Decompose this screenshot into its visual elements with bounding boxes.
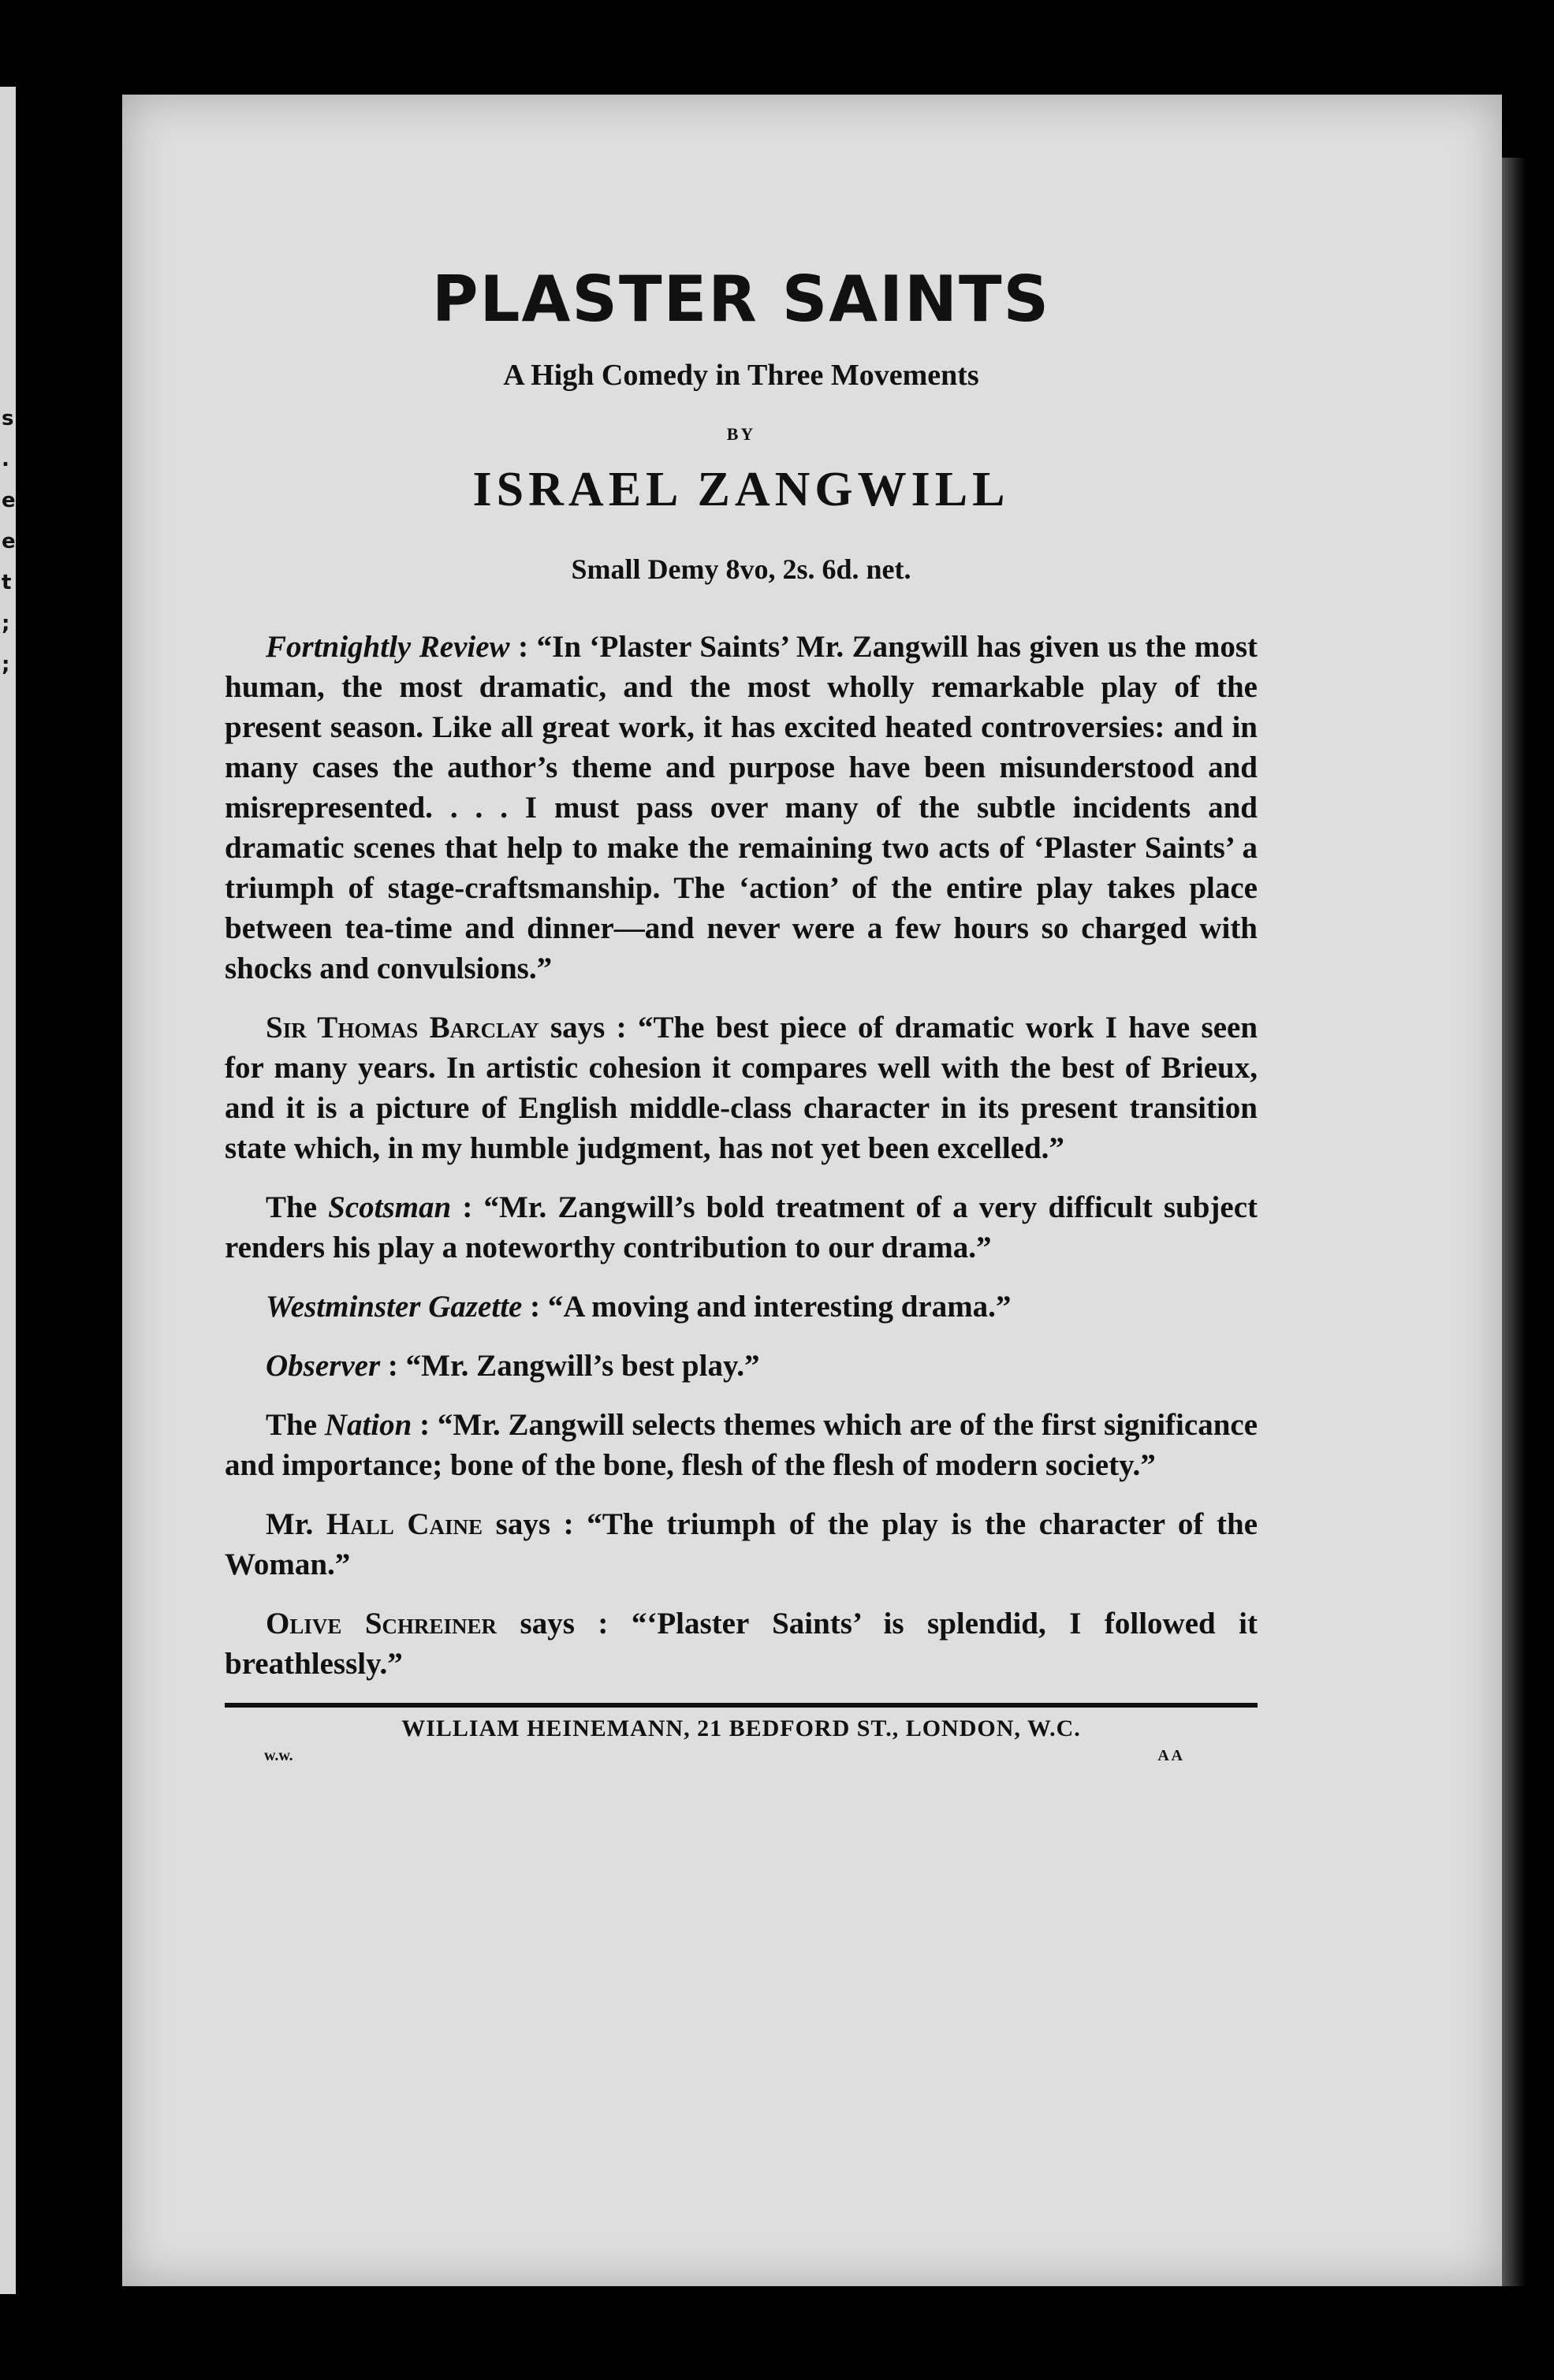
advertisement-content — [225, 263, 1258, 1774]
adjacent-page-glyphs: s . e e t ; ; — [2, 407, 16, 676]
review-source: Olive Schreiner — [266, 1607, 498, 1641]
review-source: Fortnightly Review — [266, 630, 510, 664]
page-edge-shadow — [1502, 158, 1526, 2286]
review-text: “A moving and interesting drama.” — [547, 1290, 1012, 1324]
review-source: Nation — [324, 1408, 412, 1442]
review-separator: says : — [538, 1011, 638, 1045]
review-separator: : — [380, 1349, 406, 1383]
review-prefix: The — [266, 1408, 325, 1442]
review-hall-caine — [225, 1504, 1258, 1585]
publisher-imprint: WILLIAM HEINEMANN, 21 BEDFORD ST., LONDON, W.C. — [401, 1715, 1081, 1741]
review-text: “‘Plaster Saints’ is splendid, I followed it breathlessly.” — [225, 1607, 1258, 1681]
review-schreiner — [225, 1603, 1258, 1684]
footer-rule — [225, 1703, 1258, 1708]
review-source: Hall Caine — [326, 1507, 483, 1541]
review-text: “Mr. Zangwill’s best play.” — [405, 1349, 760, 1383]
review-prefix: The — [266, 1190, 329, 1224]
book-gutter — [16, 0, 122, 2380]
review-text: “Mr. Zangwill’s bold treatment of a very difficult subject renders his play a noteworthy contribution to our drama.” — [225, 1190, 1258, 1264]
review-text: “The triumph of the play is the character of the Woman.” — [225, 1507, 1258, 1581]
byline-label: BY — [726, 424, 756, 444]
review-text: “In ‘Plaster Saints’ Mr. Zangwill has given us the most human, the most dramatic, and the most wholly remarkable play of the present season. Like all great work, it has excited heated controversies: and in many cases the author’s theme and purpose have been misunderstood and misrepresented. . . . I must pass over many of the subtle incidents and dramatic scenes that help to make the remaining two acts of ‘Plaster Saints’ a triumph of stage-craftsmanship. The ‘action’ of the entire play takes place between tea-time and dinner—and never were a few hours so charged with shocks and convulsions.” — [225, 630, 1258, 985]
review-scotsman — [225, 1187, 1258, 1268]
adjacent-page-edge — [0, 87, 16, 2294]
review-text: “Mr. Zangwill selects themes which are of the first significance and importance; bone of the bone, flesh of the flesh of modern society.” — [225, 1408, 1258, 1482]
review-separator: : — [412, 1408, 438, 1442]
author-name: ISRAEL ZANGWILL — [472, 463, 1010, 516]
review-separator: : — [522, 1290, 548, 1324]
review-text: “The best piece of dramatic work I have seen for many years. In artistic cohesion it compares well with the best of Brieux, and it is a picture of English middle-class character in its present transition state which, in my humble judgment, has not yet been excelled.” — [225, 1011, 1258, 1165]
review-separator: says : — [483, 1507, 587, 1541]
review-separator: : — [451, 1190, 484, 1224]
review-separator: says : — [497, 1607, 632, 1641]
review-source: Observer — [266, 1349, 381, 1383]
book-format-price: Small Demy 8vo, 2s. 6d. net. — [571, 553, 911, 585]
printer-codes — [225, 1742, 1258, 1774]
review-barclay — [225, 1007, 1258, 1168]
signature-code-right: A A — [1157, 1747, 1183, 1764]
review-source: Sir Thomas Barclay — [266, 1011, 539, 1045]
book-title: PLASTER SAINTS — [431, 263, 1051, 336]
review-nation — [225, 1405, 1258, 1485]
review-westminster — [225, 1287, 1258, 1327]
book-subtitle: A High Comedy in Three Movements — [503, 359, 979, 392]
review-prefix: Mr. — [266, 1507, 326, 1541]
review-separator: : — [509, 630, 537, 664]
review-fortnightly — [225, 627, 1258, 989]
review-observer — [225, 1346, 1258, 1386]
review-source: Scotsman — [328, 1190, 452, 1224]
signature-code-left: w.w. — [264, 1747, 293, 1764]
review-source: Westminster Gazette — [266, 1290, 523, 1324]
